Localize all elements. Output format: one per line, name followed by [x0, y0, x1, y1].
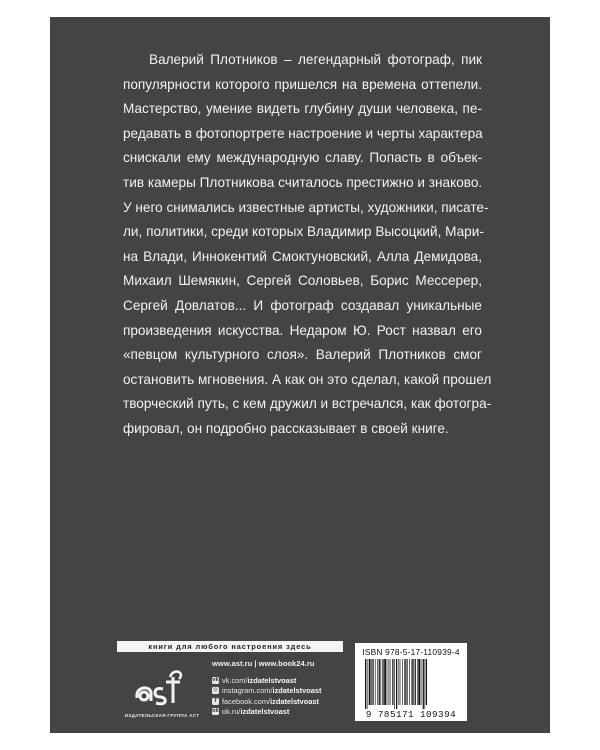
social-handle: izdatelstvoast: [247, 675, 297, 685]
barcode-bar: [413, 659, 414, 705]
barcode-bar: [425, 659, 426, 709]
blurb-line: редавать в фотопортрете настроение и черты характера: [123, 125, 483, 141]
barcode-bar: [379, 659, 380, 705]
social-link-vk[interactable]: [212, 675, 321, 686]
barcode-bar: [390, 659, 391, 705]
blurb-line: Валерий Плотников – легендарный фотограф, пик: [149, 52, 482, 67]
blurb-line: У него снимались известные артисты, художники, писате-: [123, 199, 489, 215]
blurb-line: произведения искусства. Недаром Ю. Рост назвал его: [123, 322, 482, 338]
barcode-bar: [404, 659, 405, 705]
instagram-icon: ◎: [213, 687, 218, 694]
barcode-bar: [407, 659, 408, 705]
barcode-bar: [377, 659, 378, 705]
websites[interactable]: www.ast.ru | www.book24.ru: [212, 659, 315, 668]
social-links: [212, 675, 321, 717]
barcode-bar: [398, 659, 399, 705]
social-handle: izdatelstvoast: [270, 696, 319, 706]
barcode-graphic: [361, 659, 461, 709]
barcode-bar: [423, 659, 424, 709]
social-link-odnoklassniki[interactable]: [212, 707, 321, 718]
slogan-banner: книги для любого настроения здесь: [117, 641, 343, 652]
barcode-bar: [421, 659, 422, 705]
barcode-bar: [367, 659, 368, 709]
barcode-bar: [426, 659, 427, 705]
blurb-line: фировал, он подробно рассказывает в своей книге.: [123, 420, 449, 436]
blurb-line: «певцом культурного слоя». Валерий Плотников смог: [123, 347, 482, 363]
blurb-line: творческий путь, с кем дружил и встречался, как фотогра-: [123, 396, 492, 412]
social-prefix: vk.com/: [222, 675, 248, 685]
social-link-facebook[interactable]: [212, 696, 321, 707]
barcode-bar: [392, 659, 393, 705]
social-prefix: facebook.com/: [222, 696, 271, 706]
barcode-bar: [381, 659, 382, 705]
isbn-label: ISBN 978-5-17-110939-4: [362, 647, 460, 657]
barcode-bar: [415, 659, 416, 705]
ast-logo: [133, 668, 189, 706]
blurb-line: Сергей Довлатов... И фотограф создавал уникальные: [123, 297, 482, 313]
barcode-bar: [396, 659, 397, 709]
barcode-bar: [409, 659, 410, 705]
barcode-bar: [384, 659, 386, 705]
vk-icon: vk: [212, 676, 219, 683]
barcode-bar: [418, 659, 420, 705]
barcode-bar: [412, 659, 413, 705]
social-prefix: instagram.com/: [222, 686, 273, 696]
barcode-bar: [365, 659, 366, 709]
social-prefix: ok.ru/: [222, 707, 241, 717]
book-blurb: [123, 48, 492, 442]
blurb-line: на Влади, Иннокентий Смоктуновский, Алла Демидова,: [123, 248, 482, 264]
barcode-bar: [402, 659, 403, 705]
blurb-line: тив камеры Плотникова считалось престижно и знаково.: [123, 174, 483, 190]
barcode-bar: [389, 659, 390, 705]
barcode-number: 9 785171 109394: [365, 709, 457, 720]
barcode-bar: [400, 659, 401, 705]
publisher-name: ИЗДАТЕЛЬСКАЯ ГРУППА АСТ: [124, 713, 200, 718]
social-handle: izdatelstvoast: [240, 707, 290, 717]
blurb-line: популярности которого пришелся на времена оттепели.: [123, 76, 482, 92]
blurb-line: остановить мгновения. А как он это сделал, какой прошел: [123, 371, 492, 387]
social-link-instagram[interactable]: [212, 686, 321, 697]
facebook-icon: f: [212, 698, 219, 705]
barcode-bar: [405, 659, 406, 705]
barcode-bar: [372, 659, 373, 705]
social-handle: izdatelstvoast: [272, 686, 322, 696]
barcode-box: [355, 643, 467, 721]
barcode-bar: [417, 659, 418, 705]
blurb-line: снискали ему международную славу. Попасть в объек-: [123, 150, 482, 166]
barcode-bar: [387, 659, 388, 705]
barcode-bar: [394, 659, 395, 709]
barcode-bar: [369, 659, 371, 705]
odnoklassniki-icon: ok: [212, 708, 219, 715]
barcode-bar: [375, 659, 376, 705]
blurb-line: Мастерство, умение видеть глубину души человека, пе-: [123, 101, 482, 117]
barcode-bar: [382, 659, 383, 705]
blurb-line: Михаил Шемякин, Сергей Соловьев, Борис Мессерер,: [123, 273, 482, 289]
barcode-bar: [371, 659, 372, 705]
blurb-line: ли, политики, среди которых Владимир Высоцкий, Мари-: [123, 224, 484, 240]
